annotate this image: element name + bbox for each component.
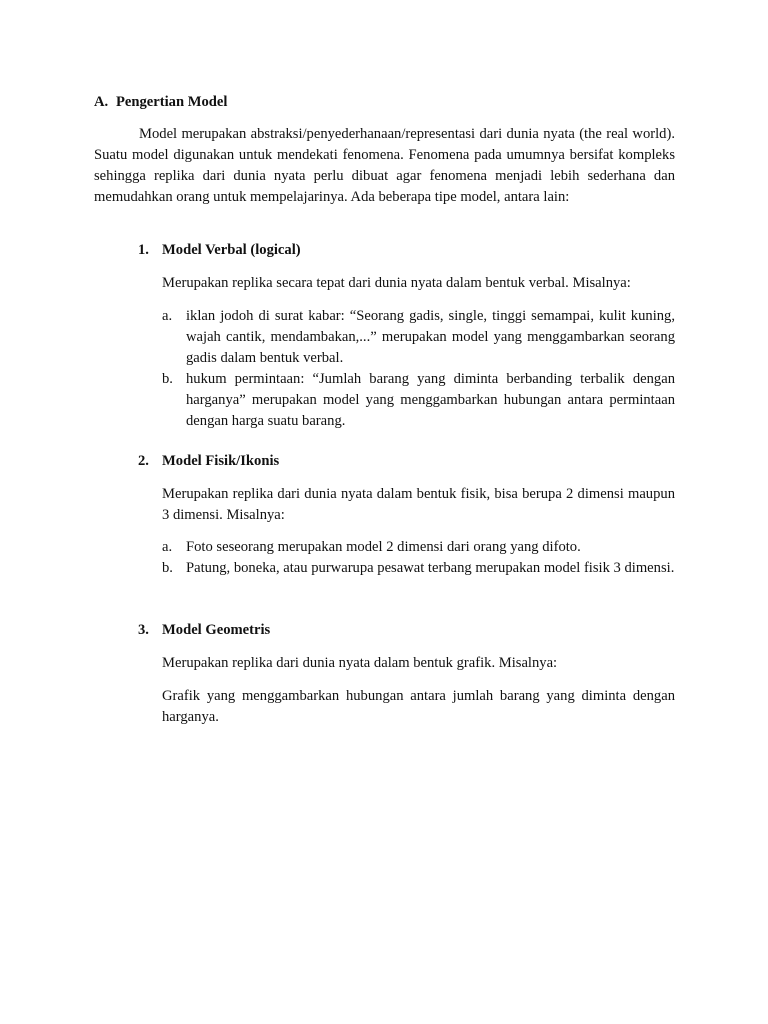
list-item	[162, 537, 675, 558]
section-title: Model Fisik/Ikonis	[162, 453, 280, 469]
model-fisik-examples	[162, 537, 675, 579]
list-item	[162, 369, 675, 432]
model-geometris-heading	[138, 620, 270, 641]
section-number: 3.	[138, 622, 149, 638]
section-heading	[94, 92, 227, 113]
model-verbal-description: Merupakan replika secara tepat dari dunia nyata dalam bentuk verbal. Misalnya:	[162, 275, 631, 291]
section-title: Pengertian Model	[116, 94, 228, 110]
model-fisik-heading	[138, 451, 279, 472]
model-geometris-description: Merupakan replika dari dunia nyata dalam bentuk grafik. Misalnya:	[162, 655, 558, 671]
list-marker: a.	[162, 308, 173, 324]
list-marker: a.	[162, 539, 173, 555]
list-item-text: iklan jodoh di surat kabar: “Seorang gadis, single, tinggi semampai, kulit kuning, wajah cantik, mendambakan,...” merupakan model yang menggambarkan seorang gadis dalam bentuk verbal.	[186, 308, 675, 366]
section-title: Model Verbal (logical)	[162, 242, 301, 258]
model-verbal-heading	[138, 240, 301, 261]
list-item	[162, 558, 675, 579]
model-verbal-examples	[162, 306, 675, 432]
section-number: 2.	[138, 453, 149, 469]
section-title: Model Geometris	[162, 622, 271, 638]
section-marker: A.	[94, 94, 109, 110]
list-item-text: Foto seseorang merupakan model 2 dimensi dari orang yang difoto.	[186, 539, 581, 555]
list-item-text: hukum permintaan: “Jumlah barang yang diminta berbanding terbalik dengan harganya” merupakan model yang menggambarkan hubungan antara permintaan dengan harga suatu barang.	[186, 371, 675, 429]
list-marker: b.	[162, 371, 173, 387]
list-item-text: Patung, boneka, atau purwarupa pesawat terbang merupakan model fisik 3 dimensi.	[186, 560, 675, 576]
list-item	[162, 306, 675, 369]
model-fisik-description: Merupakan replika dari dunia nyata dalam bentuk fisik, bisa berupa 2 dimensi maupun 3 dimensi. Misalnya:	[162, 486, 675, 523]
list-marker: b.	[162, 560, 173, 576]
intro-paragraph: Model merupakan abstraksi/penyederhanaan/representasi dari dunia nyata (the real world). Suatu model digunakan untuk mendekati fenomena. Fenomena pada umumnya bersifat kompleks sehingga replika dari dunia nyata perlu dibuat agar fenomena menjadi lebih sederhana dan memudahkan orang untuk mempelajarinya. Ada beberapa tipe model, antara lain:	[94, 126, 675, 205]
model-geometris-example: Grafik yang menggambarkan hubungan antara jumlah barang yang diminta dengan harganya.	[162, 688, 675, 725]
section-number: 1.	[138, 242, 149, 258]
